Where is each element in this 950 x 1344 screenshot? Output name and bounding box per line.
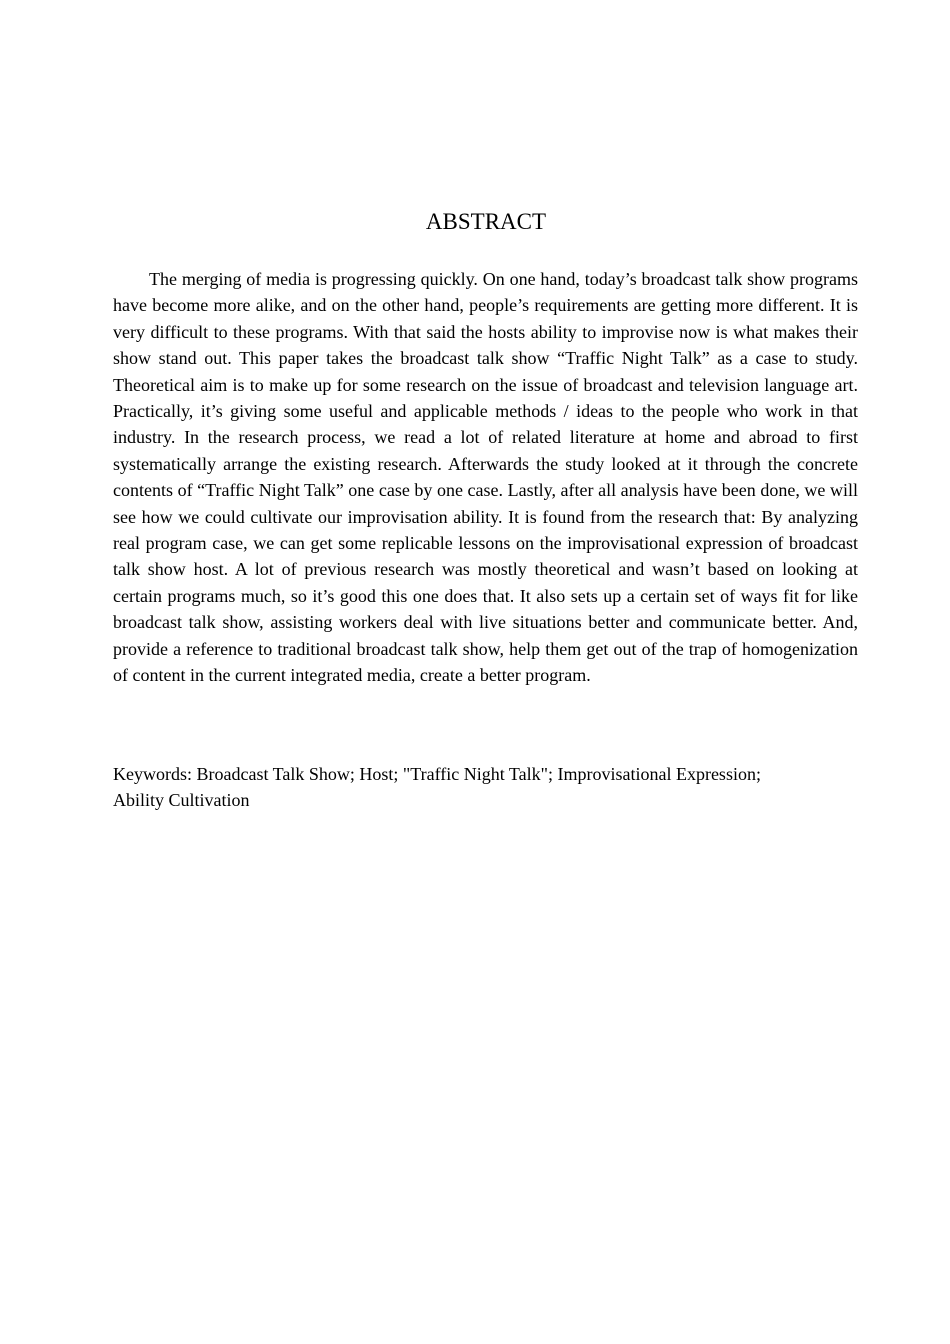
abstract-body: The merging of media is progressing quickly. On one hand, today’s broadcast talk show programs have become more alike, and on the other hand, people’s requirements are getting more different. It is very difficult to these programs. With that said the hosts ability to improvise now is what makes their show stand out. This paper takes the broadcast talk show “Traffic Night Talk” as a case to study. Theoretical aim is to make up for some research on the issue of broadcast and television language art. Practically, it’s giving some useful and applicable methods / ideas to the people who work in that industry. In the research process, we read a lot of related literature at home and abroad to first systematically arrange the existing research. Afterwards the study looked at it through the concrete contents of “Traffic Night Talk” one case by one case. Lastly, after all analysis have been done, we will see how we could cultivate our improvisation ability. It is found from the research that: By analyzing real program case, we can get some replicable lessons on the improvisational expression of broadcast talk show host. A lot of previous research was mostly theoretical and wasn’t based on looking at certain programs much, so it’s good this one does that. It also sets up a certain set of ways fit for like broadcast talk show, assisting workers deal with live situations better and communicate better. And, provide a reference to traditional broadcast talk show, help them get out of the trap of homogenization of content in the current integrated media, create a better program. bbox=[113, 269, 858, 686]
keywords-line-2: Ability Cultivation bbox=[113, 790, 250, 811]
keywords-block bbox=[113, 761, 858, 814]
keywords-line-1: Keywords: Broadcast Talk Show; Host; "Traffic Night Talk"; Improvisational Expression; bbox=[113, 764, 761, 784]
abstract-heading: ABSTRACT bbox=[425, 209, 547, 234]
